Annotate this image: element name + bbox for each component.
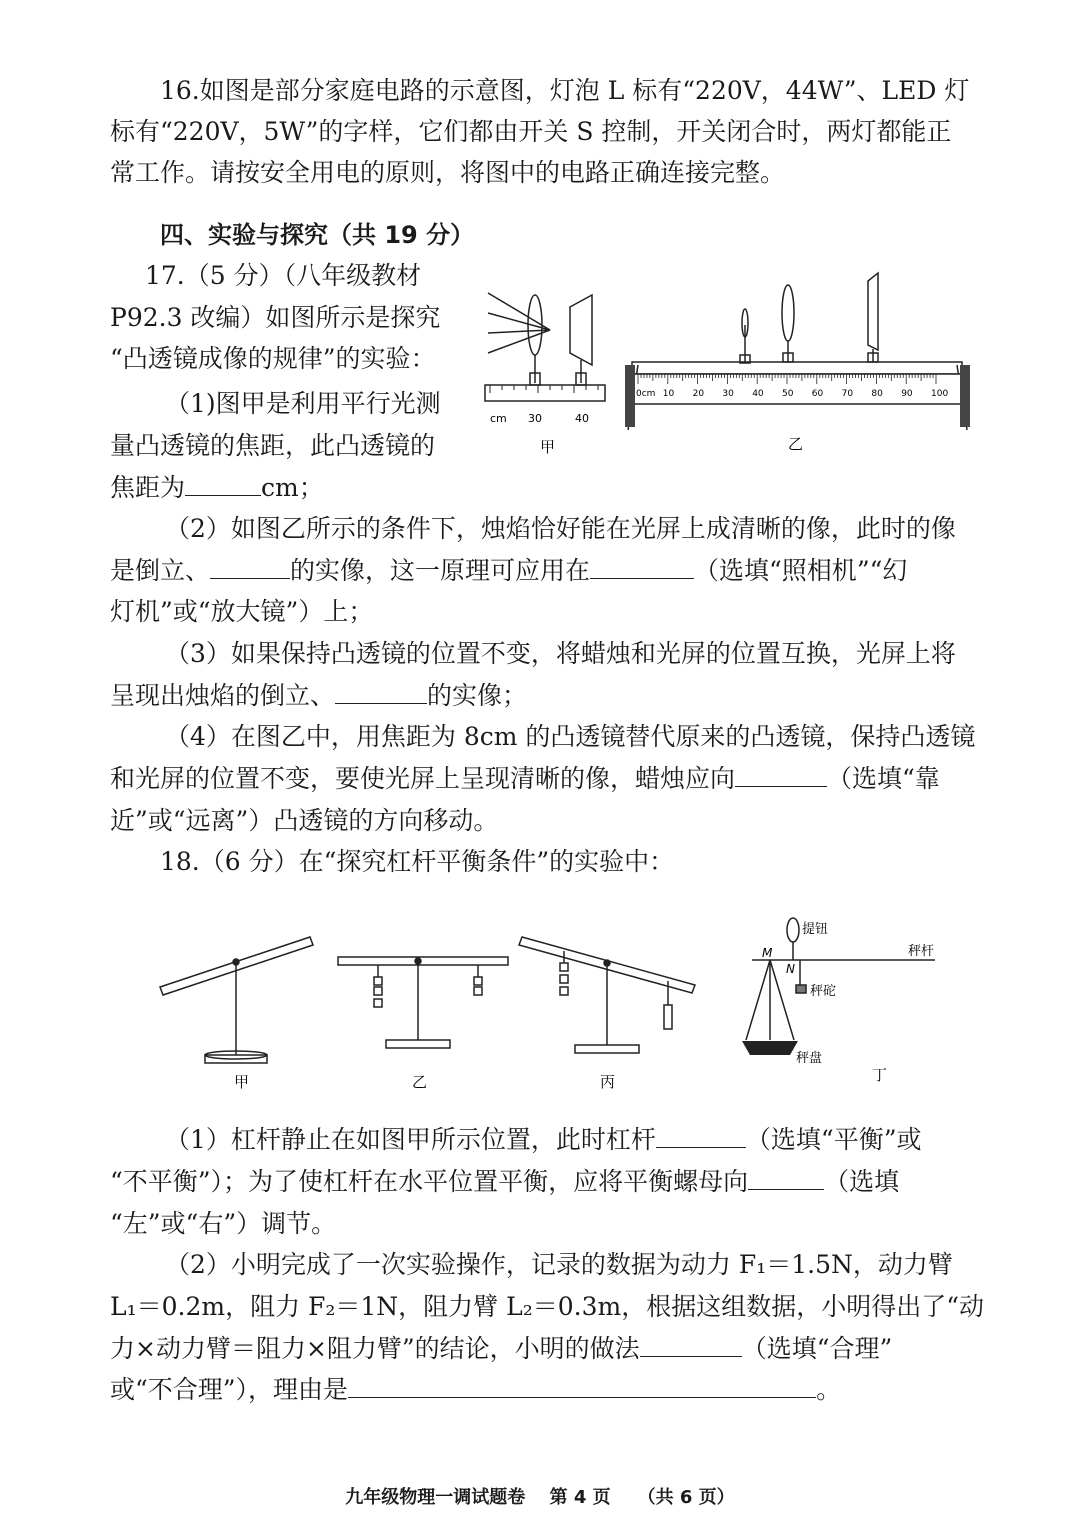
q17-line1: 17.（5 分）（八年级教材 xyxy=(145,261,422,290)
yi-ruler-tick-label: 60 xyxy=(811,389,824,399)
q17-p3-line1: （3）如果保持凸透镜的位置不变，将蜡烛和光屏的位置互换，光屏上将 xyxy=(165,639,956,668)
fig18-yi-label: 乙 xyxy=(412,1073,428,1091)
q18-reasonable-blank[interactable] xyxy=(640,1334,742,1357)
q18-balance-state-blank[interactable] xyxy=(656,1125,746,1148)
q18-p1-text-b: （选填“平衡”或 xyxy=(745,1125,922,1154)
q17-p4-text-b: （选填“靠 xyxy=(827,764,940,793)
fig18-label-N: N xyxy=(786,962,795,976)
q17-p1-text-b: cm； xyxy=(261,473,324,502)
lever-yi xyxy=(338,957,508,1048)
jia-ruler-tick-30: 30 xyxy=(528,412,542,425)
q18-p1-line3: “左”或“右”）调节。 xyxy=(110,1209,337,1238)
fig18-jia-label: 甲 xyxy=(234,1073,250,1091)
q17-p3-text-b: 的实像； xyxy=(427,681,528,710)
q17-p3-line2 xyxy=(110,680,527,712)
fig18-bing-label: 丙 xyxy=(600,1073,616,1091)
yi-ruler-tick-label: 80 xyxy=(871,389,883,399)
q18-nut-direction-blank[interactable] xyxy=(748,1167,824,1190)
jia-ruler-tick-40: 40 xyxy=(575,412,589,425)
q18-p1-line2 xyxy=(110,1166,899,1198)
q17-p3-text-a: 呈现出烛焰的倒立、 xyxy=(110,681,336,710)
fig18-chenggan-label: 秤杆 xyxy=(908,944,935,959)
q17-p2-line3: 灯机”或“放大镜”）上； xyxy=(110,597,374,626)
q18-p1-text-d: （选填 xyxy=(824,1167,900,1196)
page-footer: 九年级物理一调试题卷 第 4 页 （共 6 页） xyxy=(345,1487,735,1508)
figure-17-jia xyxy=(480,285,610,460)
q17-p1-text-a: 焦距为 xyxy=(110,473,186,502)
q18-p1-text-a: （1）杠杆静止在如图甲所示位置，此时杠杆 xyxy=(165,1125,656,1154)
q17-line2: P92.3 改编）如图所示是探究 xyxy=(110,303,441,332)
q17-p4-text-a: 和光屏的位置不变，要使光屏上呈现清晰的像，蜡烛应向 xyxy=(110,764,736,793)
q16-line1: 16.如图是部分家庭电路的示意图，灯泡 L 标有“220V，44W”、LED 灯 xyxy=(160,76,970,105)
q17-p1-line1: （1)图甲是利用平行光测 xyxy=(165,389,441,418)
yi-ruler-tick-label: 50 xyxy=(782,389,794,399)
fig18-ding-label: 丁 xyxy=(872,1066,888,1084)
q17-p4-line1: （4）在图乙中，用焦距为 8cm 的凸透镜替代原来的凸透镜，保持凸透镜 xyxy=(165,722,976,751)
q17-p1-line3 xyxy=(110,472,324,504)
q18-p2-text-d: 。 xyxy=(816,1375,842,1404)
q17-p1-line2: 量凸透镜的焦距，此凸透镜的 xyxy=(110,431,436,460)
lever-bing xyxy=(519,937,695,1053)
fig18-tiniu-label: 提钮 xyxy=(802,922,829,937)
q17-swap-image-blank[interactable] xyxy=(335,681,427,704)
q18-p1-text-c: “不平衡”）；为了使杠杆在水平位置平衡，应将平衡螺母向 xyxy=(110,1167,749,1196)
q17-focal-length-blank[interactable] xyxy=(185,473,261,496)
yi-ruler-tick-label: 100 xyxy=(931,389,949,399)
figure-17-yi-label: 乙 xyxy=(788,435,804,453)
section-4-title: 四、实验与探究（共 19 分） xyxy=(160,221,475,249)
q18-p2-line3 xyxy=(110,1333,892,1365)
yi-ruler-tick-label: 20 xyxy=(692,389,705,399)
q18-p2-text-c: 或“不合理”），理由是 xyxy=(110,1375,349,1404)
figure-17-yi xyxy=(620,265,975,460)
q16-line2: 标有“220V，5W”的字样，它们都由开关 S 控制，开关闭合时，两灯都能正 xyxy=(110,117,952,146)
q17-p2-text-a: 是倒立、 xyxy=(110,556,211,585)
q18-p2-line1: （2）小明完成了一次实验操作，记录的数据为动力 F₁＝1.5N，动力臂 xyxy=(165,1250,953,1279)
figure-18 xyxy=(150,915,940,1095)
yi-ruler-tick-label: 10 xyxy=(662,389,675,399)
q16-line3: 常工作。请按安全用电的原则，将图中的电路正确连接完整。 xyxy=(110,158,786,187)
q18-p1-line1 xyxy=(165,1124,921,1156)
q18-p2-line4 xyxy=(110,1374,841,1406)
q17-p2-text-c: （选填“照相机”“幻 xyxy=(694,556,908,585)
jia-ruler-unit: cm xyxy=(490,412,507,425)
q17-p4-line3: 近”或“远离”）凸透镜的方向移动。 xyxy=(110,806,499,835)
figure-17-jia-label: 甲 xyxy=(540,438,556,456)
q18-reason-blank[interactable] xyxy=(348,1375,816,1398)
fig18-chengpan-label: 秤盘 xyxy=(796,1051,823,1066)
q17-move-direction-blank[interactable] xyxy=(735,764,827,787)
q18-p2-line2: L₁＝0.2m，阻力 F₂＝1N，阻力臂 L₂＝0.3m，根据这组数据，小明得出了“动 xyxy=(110,1292,985,1321)
q18-title: 18.（6 分）在“探究杠杆平衡条件”的实验中： xyxy=(160,847,675,876)
lever-jia xyxy=(160,937,313,1063)
yi-ruler-tick-label: 90 xyxy=(901,389,913,399)
q17-p2-text-b: 的实像，这一原理可应用在 xyxy=(290,556,591,585)
q18-p2-text-b: （选填“合理” xyxy=(741,1334,893,1363)
q18-p2-text-a: 力×动力臂＝阻力×阻力臂”的结论，小明的做法 xyxy=(110,1334,640,1363)
yi-ruler-tick-label: 0cm xyxy=(636,389,656,399)
fig18-chengtuo-label: 秤砣 xyxy=(810,984,837,999)
steelyard-ding xyxy=(746,918,935,1040)
fig18-label-M: M xyxy=(762,946,773,960)
q17-application-blank[interactable] xyxy=(590,556,694,579)
q17-p2-line2 xyxy=(110,555,907,587)
q17-p4-line2 xyxy=(110,763,940,795)
q17-line3: “凸透镜成像的规律”的实验： xyxy=(110,344,436,373)
q17-image-property-blank[interactable] xyxy=(210,556,290,579)
yi-ruler-tick-label: 30 xyxy=(722,389,734,399)
q17-p2-line1: （2）如图乙所示的条件下，烛焰恰好能在光屏上成清晰的像，此时的像 xyxy=(165,514,956,543)
yi-ruler-tick-label: 40 xyxy=(752,389,764,399)
yi-ruler-tick-label: 70 xyxy=(841,389,854,399)
